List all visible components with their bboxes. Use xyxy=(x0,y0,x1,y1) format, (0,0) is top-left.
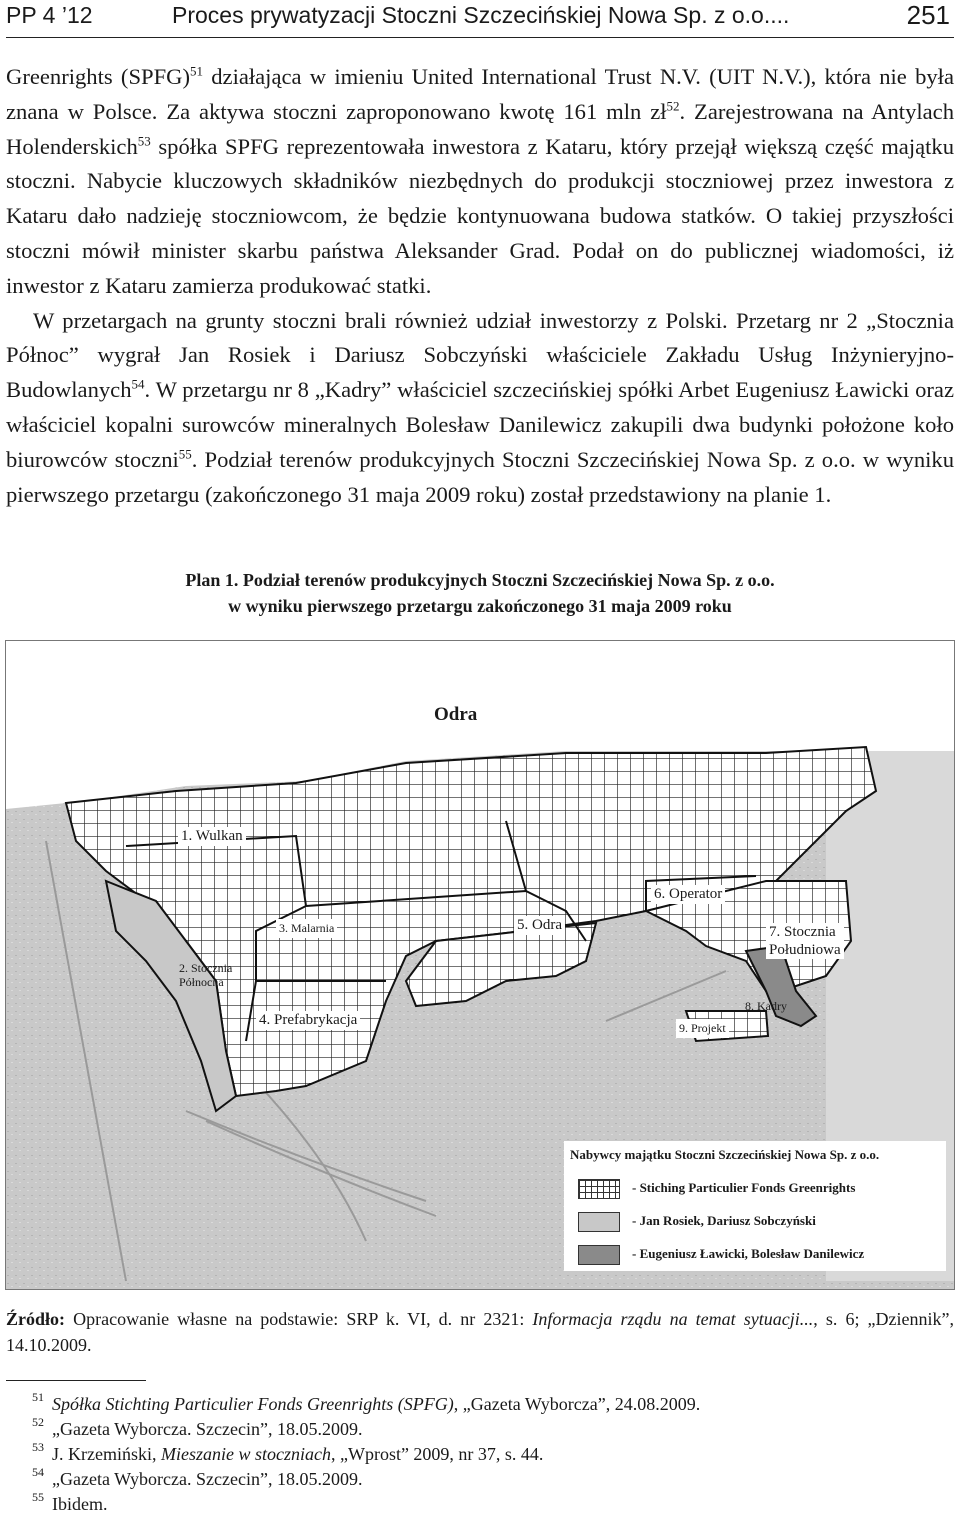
page-number: 251 xyxy=(906,0,950,30)
paragraph-1: Greenrights (SPFG)$^{51}$ działająca w imieniu United International Trust N.V. (UIT N.V.), która nie była znana w Polsce. Za aktywa stoczni zaproponowano kwotę 161 mln $zł^{52}$. Zarejestrowana na Antylach Holenderskich$^{53}$ spółka SPFG reprezentowała inwestora z Kataru, który przejął większą część majątku stoczni. Nabycie kluczowych składników niezbędnych do produkcji stoczniowej przez inwestora z Kataru dało nadzieję stoczniowcom, że będzie kontynuowana budowa statków. O takiej przyszłości stoczni mówił minister skarbu państwa Aleksander Grad. Podał on do publicznej wiadomości, iż inwestor z Kataru zamierza produkować statki. xyxy=(6,63,954,298)
label-area-5: 5. Odra xyxy=(514,916,565,935)
legend-item-greenrights: - Stiching Particulier Fonds Greenrights xyxy=(632,1180,856,1195)
label-area-3: 3. Malarnia xyxy=(276,919,337,938)
footnote-rule xyxy=(6,1380,146,1381)
label-area-4: 4. Prefabrykacja xyxy=(256,1011,360,1030)
footnote-53: 53 J. Krzemiński, Mieszanie w stoczniach, „Wprost” 2009, nr 37, s. 44. xyxy=(32,1440,544,1464)
map-legend xyxy=(564,1141,946,1271)
legend-item-lawicki: - Eugeniusz Ławicki, Bolesław Danilewicz xyxy=(632,1246,865,1261)
footnote-52: 52 „Gazeta Wyborcza. Szczecin”, 18.05.2009. xyxy=(32,1415,363,1439)
legend-swatch-rosiek xyxy=(578,1212,620,1232)
label-odra: Odra xyxy=(434,704,478,725)
caption-line-1: Plan 1. Podział terenów produkcyjnych Stoczni Szczecińskiej Nowa Sp. z o.o. xyxy=(185,570,775,590)
legend-title: Nabywcy majątku Stoczni Szczecińskiej Nowa Sp. z o.o. xyxy=(570,1147,880,1162)
footnote-ref-54[interactable]: 54 xyxy=(131,376,145,392)
figure-caption xyxy=(0,567,960,619)
running-title: Proces prywatyzacji Stoczni Szczecińskiej Nowa Sp. z o.o.... xyxy=(172,2,790,28)
journal-issue: PP 4 ’12 xyxy=(6,2,93,28)
header-rule xyxy=(6,37,954,38)
footnote-54: 54 „Gazeta Wyborcza. Szczecin”, 18.05.2009. xyxy=(32,1465,363,1489)
body-text xyxy=(6,60,954,512)
running-header xyxy=(6,0,954,40)
legend-swatch-greenrights xyxy=(578,1179,620,1199)
footnote-51: 51 Spółka Stichting Particulier Fonds Greenrights (SPFG), „Gazeta Wyborcza”, 24.08.2009. xyxy=(32,1390,701,1414)
footnotes xyxy=(6,1392,954,1517)
label-area-7: 7. Stocznia Południowa xyxy=(766,923,844,959)
label-area-1: 1. Wulkan xyxy=(178,827,246,846)
legend-swatch-lawicki xyxy=(578,1245,620,1265)
footnote-55: 55 Ibidem. xyxy=(32,1490,108,1514)
label-area-8: 8. Kadry xyxy=(745,999,787,1013)
shipyard-map xyxy=(5,640,955,1290)
footnote-ref-53[interactable]: 53 xyxy=(137,133,151,149)
figure-source: Źródło: Opracowanie własne na podstawie: SRP k. VI, d. nr 2321: Informacja rządu na temat sytuacji..., s. 6; „Dziennik”, 14.10.2009. xyxy=(6,1309,954,1355)
footnote-ref-52[interactable]: 52 xyxy=(666,98,680,114)
label-area-9: 9. Projekt xyxy=(676,1019,729,1038)
legend-item-rosiek: - Jan Rosiek, Dariusz Sobczyński xyxy=(632,1213,816,1228)
caption-line-2: w wyniku pierwszego przetargu zakończonego 31 maja 2009 roku xyxy=(228,596,732,616)
label-area-2: 2. Stocznia Północna xyxy=(179,961,233,989)
footnote-ref-55[interactable]: 55 xyxy=(178,446,192,462)
label-area-6: 6. Operator xyxy=(651,885,725,904)
footnote-ref-51[interactable]: 51 xyxy=(189,63,203,79)
paragraph-2: W przetargach na grunty stoczni brali również udział inwestorzy z Polski. Przetarg nr 2 „Stocznia Północ” wygrał Jan Rosiek i Dariusz Sobczyński właściciele Zakładu Usług Inżynieryjno-Budowlanych$^{54}$. W przetargu nr 8 „Kadry” właściciel szczecińskiej spółki Arbet Eugeniusz Ławicki oraz właściciel kopalni surowców mineralnych Bolesław Danilewicz zakupili dwa budynki położone koło biurowców stoczni$^{55}$. Podział terenów produkcyjnych Stoczni Szczecińskiej Nowa Sp. z o.o. w wyniku pierwszego przetargu (zakończonego 31 maja 2009 roku) został przedstawiony na planie 1. xyxy=(6,307,954,507)
